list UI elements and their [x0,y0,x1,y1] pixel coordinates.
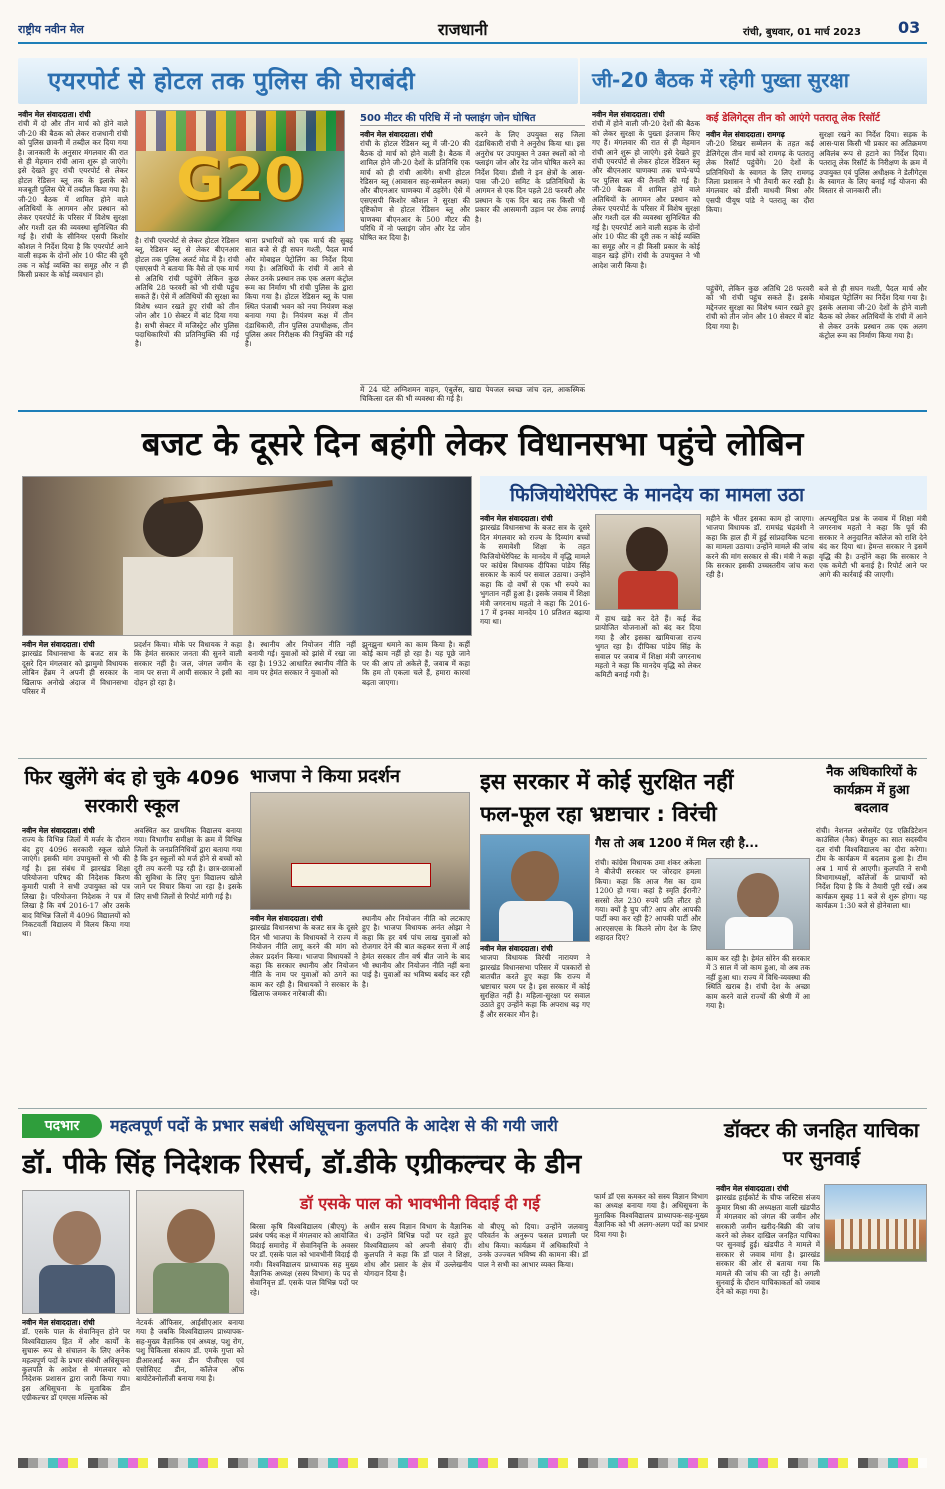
divider [18,1108,927,1109]
g20-right-text: रांची में होने वाली जी-20 देशों की बैठक को लेकर सुरक्षा के पुख्ता इंतजाम किए गए हैं। मंगलवार की रात से ही मेहमान रांची आने शुरू हो जाएंगे। इसे देखते हुए रांची एयरपोर्ट से लेकर होटल रेडिसन ब्लू और बीएनआर चाणक्या तक चप्पे-चप्पे पर पुलिस बल की तैनाती की गई है। जी-20 बैठक में शामिल होने वाले अतिथियों के आगमन और प्रस्थान को लेकर एयरपोर्ट के परिसर में विशेष सुरक्षा और गश्ती दल की व्यवस्था सुनिश्चित की गई है। एयरपोर्ट आने वाली सड़क के दोनों ओर 10 फीट की दूरी तक न कोई व्यक्ति का समूह और न ही किसी प्रकार के कोई वाहन खड़े होंगे। रांची के उपायुक्त ने भी आदेश जारी किया है। [592,119,700,270]
g20-right-byline: नवीन मेल संवाददाता। रांची [592,110,665,119]
high-court-photo [824,1184,927,1262]
lake-text-4: बजे से ही सघन गश्ती, पैदल मार्च और मोबाइल पेट्रोलिंग का निर्देश दिया गया है। इसके अलावा जी-20 देशों के होने वाली बैठक को लेकर अतिथियों के रांची में आने से लेकर उनके प्रस्थान तक एक अलग कंट्रोल रूम का निर्माण किया गया है। [819,284,927,341]
akela-photo [706,858,810,950]
schools-text-1: राज्य के विभिन्न जिलों में मर्जर के दौरान बंद हुए 4096 सरकारी स्कूल खोले जाएंगे। इसकी मांग उपायुक्तों से भी की गई है। इस संबंध में झारखंड शिक्षा परियोजना परिषद की निदेशक किरण कुमारी पासी ने सभी उपायुक्त को पत्र लिखा है। परियोजना निदेशक ने पत्र में लिखा है कि वर्ष 2016-17 और उसके बाद विभिन्न जिलों में 4096 विद्यालयों को निकटवर्ती विद्यालय में विलय किया गया था। [22,835,130,939]
physio-text-2: में हाथ खड़े कर देते हैं। कई केंद्र प्रायोजित योजनाओं को बंद कर दिया गया है और इसका खामियाजा राज्य भुगत रहा है। दीपिका पांडेय सिंह के सवाल पर जवाब में शिक्षा मंत्री जगरनाथ महतो ने कहा कि मानदेय वृद्धि को लेकर कमिटी बनाई गयी है। [595,614,701,680]
farewell-col-2 [364,1222,472,1448]
budget-text-4: झुनझुना थमाने का काम किया है। कहीं कोई काम नहीं हो रहा है। यह पूछे जाने पर की आप तो अकेले हैं, जवाब में कहा कि हम तो एकला चले हैं, हमारा कारवां बढ़ता जाएगा। [362,640,470,687]
bjp-headline: भाजपा ने किया प्रदर्शन [250,766,400,787]
farewell-text-2: अधीन सस्य विज्ञान विभाग के वैज्ञानिक थे। उन्होंने विभिन्न पदों पर रहते हुए विश्वविद्यालय को अपनी सेवाएं दीं। कुलपति ने कहा कि डॉ पाल ने शिक्षा, शोध और प्रसार के क्षेत्र में उल्लेखनीय योगदान दिया है। [364,1222,472,1279]
lobin-photo [22,476,472,636]
lake-text-3: पहुंचेंगे, लेकिन कुछ अतिथि 28 फरवरी को भी रांची पहुंच सकते हैं। इसके मद्देनजर सुरक्षा का विशेष ध्यान रखते हुए रांची को तीन जोन और 10 सेक्टर में बांट दिया गया है। [706,284,814,331]
g20-text-2: करने के लिए उपयुक्त सह जिला दंडाधिकारी रांची ने अनुरोध किया था। इस अनुरोध पर उपायुक्त ने उक्त स्थलों को नो फ्लाइंग जोन और रेड जोन घोषित करने का निर्देश दिया। डीसी ने इन क्षेत्रों के आस-पास जी-20 समिट के प्रतिनिधियों के आगमन से एक दिन पहले 28 फरवरी और प्रस्थान के एक दिन बाद तक किसी भी प्रकार की आसमानी उड़ान पर रोक लगाई है। [475,130,585,224]
doctor-headline: डॉक्टर की जनहित याचिका पर सुनवाई [724,1118,919,1170]
appointment-col-1 [22,1318,130,1448]
doctor-byline: नवीन मेल संवाददाता। रांची [716,1184,789,1193]
bjp-col-2 [362,914,470,1104]
appointment-col-6 [594,1192,708,1448]
g20-bottom-text: में 24 घंटे अग्निशमन वाहन, एंबुलेंस, खाद्य पेयजल स्वच्छ जांच दल, आकस्मिक चिकित्सा दल की भी व्यवस्था की गई है। [360,385,585,404]
airport-col-2 [135,236,239,400]
lake-text-1: जी-20 शिखर सम्मेलन के तहत कई डेलिगेट्स तीन मार्च को रामगढ़ के पतरातू लेक रिसॉर्ट पहुंचेंगे। 20 देशों के प्रतिनिधियों के स्वागत के लिए रामगढ़ जिला प्रशासन ने भी तैयारी कर रखी है। मंगलवार को डीसी माधवी मिश्रा और एसपी पीयूष पांडे ने पतरातू का दौरा किया। [706,139,814,215]
g20-subhead: 500 मीटर की परिधि में नो फ्लाइंग जोन घोषित [360,110,585,126]
virinchi-text-2: रांची। कांग्रेस विधायक उमा शंकर अकेला ने बीजेपी सरकार पर जोरदार हमला किया। कहा कि आज गैस का दाम 1200 हो गया। कहां है स्मृति ईरानी? सरसो तेल 230 रुपये प्रति लीटर हो गया। क्यों है चुप जी? आप और आपकी पार्टी क्या कर रही है? आपकी पार्टी और आरएसएस के कितने लोग देश के लिए शहादत दिए? [595,858,701,943]
physio-byline: नवीन मेल संवाददाता। रांची [480,514,553,523]
divider [18,410,927,412]
gas-headline: गैस तो अब 1200 में मिल रही है... [595,836,759,850]
airport-col-3 [245,236,353,400]
bjp-text-1: झारखंड विधानसभा के बजट सत्र के दूसरे दिन भी भाजपा के विधायकों ने राज्य में नियोजन नीति लागू करने की मांग को लेकर प्रदर्शन किया। भाजपा विधायकों ने कहा कि सरकार स्थानीय और नियोजन नीति के नाम पर युवाओं को ठगने का काम कर रही है। विधायकों ने सरकार के खिलाफ जमकर नारेबाजी की। [250,923,358,999]
virinchi-photo [480,834,590,942]
physio-text-1: झारखंड विधानसभा के बजट सत्र के दूसरे दिन मंगलवार को राज्य के दिव्यांग बच्चों के समावेशी शिक्षा के तहत फिजियोथेरेपिस्ट के मानदेय में वृद्धि मामले पर कांग्रेस विधायक दीपिका पांडेय सिंह सरकार के कार्य पर सवाल उठाया। उन्होंने कहा कि दो वर्षों से एक भी रुपये का भुगतान नहीं हुआ है। इसके जवाब में शिक्षा मंत्री जगरनाथ महतो ने कहा कि 2016-17 में इनका मानदेय 10 प्रतिशत बढ़ाया गया था। [480,523,590,627]
physio-col-3 [706,514,814,754]
physio-col-4 [819,514,927,754]
registration-bar [18,1458,927,1468]
naik-text: रांची। नेशनल असेसमेंट एंड एक्रिडिटेशन काउंसिल (नैक) बेंगलुरु का सात सदस्यीय दल रांची विश्वविद्यालय का दौरा करेगा। टीम के कार्यक्रम में बदलाव हुआ है। टीम अब 1 मार्च से आएगी। कुलपति ने सभी विभागाध्यक्षों, कॉलेजों के प्राचार्यों को निर्देश दिया है कि वे तैयारी पूरी रखें। अब कार्यक्रम सुबह 11 बजे से शुरू होगा। यह कार्यक्रम 1:30 बजे से होनेवाला था। [816,826,927,911]
doctor-text: झारखंड हाईकोर्ट के चीफ जस्टिस संजय कुमार मिश्रा की अध्यक्षता वाली खंडपीठ में मंगलवार को जंगल की जमीन और सरकारी जमीन खरीद-बिक्री की जांच करने को लेकर दाखिल जनहित याचिका पर सुनवाई हुई। खंडपीठ ने मामले में सरकार से जवाब मांगा है। झारखंड सरकार की ओर से बताया गया कि मामले की जांच की जा रही है। अगली सुनवाई के दौरान याचिकाकर्ता को जवाब देने को कहा गया है। [716,1193,820,1297]
naik-headline: नैक अधिकारियों के कार्यक्रम में हुआ बदलाव [826,765,917,816]
appointment-text-2: नेटवर्क ऑफिसर, आईसीएआर बनाया गया है जबकि विश्वविद्यालय प्राध्यापक-सह-मुख्य वैज्ञानिक एवं अध्यक्ष, पशु रोग, पशु चिकित्सा संकाय डॉ. एमके गुप्ता को डीआरआई कम डीन पीजीएस एवं एसोसिएट डीन, कॉलेज ऑफ बायोटेक्नोलॉजी बनाया गया है। [136,1318,244,1384]
g20-right-col [592,110,700,404]
g20-headline-band [580,58,927,104]
schools-col-2 [134,826,242,1102]
bjp-byline: नवीन मेल संवाददाता। रांची [250,914,323,923]
g20-headline: जी-20 बैठक में रहेगी पुख्ता सुरक्षा [592,68,849,92]
page-number: 03 [898,18,921,37]
dk-photo [136,1190,244,1314]
virinchi-col-1 [480,944,590,1104]
airport-headline: एयरपोर्ट से होटल तक पुलिस की घेराबंदी [48,67,416,95]
appointment-text-6: फार्म डॉ एस कमकर को सस्य विज्ञान विभाग का अध्यक्ष बनाया गया है। अधिसूचना के मुताबिक विश्वविद्यालय प्राध्यापक-सह-मुख्य वैज्ञानिक को भी अलग-अलग पदों का प्रभार दिया गया है। [594,1192,708,1239]
virinchi-headline: इस सरकार में कोई सुरक्षित नहीं [480,770,734,795]
schools-text-2: अवस्थित कर प्राथमिक विद्यालय बनाया गया। विभागीय समीक्षा के क्रम में विभिन्न जिलों के जनप्रतिनिधियों द्वारा बताया गया है कि इन स्कूलों को मर्ज होने से बच्चों को दूरी तय करनी पड़ रही है। छात्र-छात्राओं की सुविधा के लिए पुनः विद्यालय खोले जाने पर विचार किया जा रहा है। इसके लिए सभी जिलों से रिपोर्ट मांगी गई है। [134,826,242,901]
virinchi-text-1: भाजपा विधायक विरंची नारायण ने झारखंड विधानसभा परिसर में पत्रकारों से बातचीत करते हुए कहा कि राज्य में भ्रष्टाचार चरम पर है। इस सरकार में कोई सुरक्षित नहीं है। महिला-सुरक्षा पर सवाल उठाते हुए उन्होंने कहा कि अपराध बढ़ गए हैं और सरकार मौन है। [480,953,590,1019]
g20-byline: नवीन मेल संवाददाता। रांची [360,130,433,139]
budget-text-3: है। स्थानीय और नियोजन नीति नहीं बनायी गई। युवाओं को झांसे में रखा जा रहा है। 1932 आधारित स्थानीय नीति के नाम पर हेमंत सरकार ने युवाओं को [248,640,356,678]
schools-col-1 [22,826,130,1102]
appointment-headline-1: महत्वपूर्ण पदों के प्रभार सबंधी अधिसूचना कुलपति के आदेश से की गयी जारी [110,1116,558,1135]
airport-byline: नवीन मेल संवाददाता। रांची [18,110,91,119]
masthead-logo: राष्ट्रीय नवीन मेल [18,23,84,36]
bjp-photo [250,792,470,910]
virinchi-byline: नवीन मेल संवाददाता। रांची [480,944,553,953]
dipika-photo [595,514,701,610]
airport-headline-band [18,58,578,104]
budget-col-2 [134,640,242,750]
farewell-col-1 [250,1222,358,1448]
lake-headline: कई डेलिगेट्स तीन को आएंगे पतरातू लेक रिसॉर्ट [706,113,880,124]
budget-text-2: प्रदर्शन किया। मौके पर विधायक ने कहा कि हेमंत सरकार जनता की सुनने वाली सरकार नहीं है। जल, जंगल जमीन के नाम पर सत्ता में आयी सरकार ने इसी का दोहन हो रहा है। [134,640,242,687]
bjp-text-2: स्थानीय और नियोजन नीति को लटकाए हुए है। भाजपा विधायक अनंत ओझा ने कहा कि हर वर्ष पांच लाख युवाओं को रोजगार देने की बात कहकर सत्ता में आई हेमंत सरकार तीन वर्ष बीत जाने के बाद भी स्थानीय और नियोजन नीति नहीं बना पाई है। युवाओं का भविष्य बर्बाद कर रही है। [362,914,470,989]
budget-headline: बजट के दूसरे दिन बहंगी लेकर विधानसभा पहुंचे लोबिन [141,424,804,463]
physio-text-4: अल्पसूचित प्रश्न के जवाब में शिक्षा मंत्री जगरनाथ महतो ने कहा कि पूर्व की सरकार ने अनुदानित कॉलेज को राशि देने बंद कर दिया था। हेमन्त सरकार ने इसमें वृद्धि की है। उन्होंने कहा कि सरकार ने एक कमेटी भी बनाई है। रिपोर्ट आने पर आगे की कार्रवाई की जाएगी। [819,514,927,580]
schools-byline: नवीन मेल संवाददाता। रांची [22,826,95,835]
appointment-col-2 [136,1318,244,1448]
physio-headline: फिजियोथेरेपिस्ट के मानदेय का मामला उठा [510,484,805,506]
farewell-subhead: डॉ एसके पाल को भावभीनी विदाई दी गई [300,1194,540,1213]
farewell-text-1: बिरसा कृषि विश्वविद्यालय (बीएयू) के प्रबंध पर्षद कक्ष में मंगलवार को आयोजित विदाई समारोह में सेवानिवृत्ति के अवसर पर डॉ. एसके पाल को भावभीनी विदाई दी गयी। विश्वविद्यालय प्राध्यापक सह मुख्य वैज्ञानिक अध्यक्ष (सस्य विभाग) के पद से सेवानिवृत्त डॉ. एसके पाल विभिन्न पदों पर रहे। [250,1222,358,1297]
farewell-text-3: वो बीएयू को दिया। उन्होंने जलवायु परिवर्तन के अनुरूप फसल प्रणाली पर शोध किया। कार्यक्रम में अधिकारियों ने उनके उज्ज्वल भविष्य की कामना की। डॉ पाल ने सभी का आभार व्यक्त किया। [478,1222,588,1269]
farewell-col-3 [478,1222,588,1448]
doctor-col-1 [716,1184,820,1448]
budget-col-4 [362,640,470,750]
section-title: राजधानी [438,20,488,39]
lake-byline: नवीन मेल संवाददाता। रामगढ़ [706,130,785,139]
lake-col-3 [706,284,814,404]
lake-text-2: सुरक्षा रखने का निर्देश दिया। सड़क के आस-पास किसी भी प्रकार का अतिक्रमण अविलंब रूप से हटाने का निर्देश दिया। पतरातू लेक रिसॉर्ट के निरीक्षण के क्रम में उपायुक्त एवं पुलिस अधीक्षक ने डेलीगेट्स के स्वागत के लिए बनाई गई योजना की विस्तार से जानकारी ली। [819,130,927,196]
g20-text-1: रांची के होटल रेडिसन ब्लू में जी-20 की बैठक दो मार्च को होने वाली है। बैठक में शामिल होने जी-20 देशों के प्रतिनिधि एक मार्च को ही रांची आयेंगे। सभी होटल रेडिसन ब्लू (आवासन सह-सम्मेलन स्थल) और बीएनआर चाणक्या में ठहरेंगे। ऐसे में एसएसपी किशोर कौशल ने सुरक्षा की दृष्टिकोण से होटल रेडिसन ब्लू और चाणक्या बीएनआर के 500 मीटर की परिधि में नो फ्लाइंग जोन और रेड जोन घोषित कर दिया है। [360,139,470,243]
g20-logo-text: G20 [176,145,305,213]
masthead [18,16,927,44]
airport-text-3: थाना प्रभारियों को एक मार्च की सुबह सात बजे से ही सघन गश्ती, पैदल मार्च और मोबाइल पेट्रोलिंग का निर्देश दिया गया है। अतिथियों के रांची में आने से लेकर उनके प्रस्थान तक एक अलग कंट्रोल रूम का निर्माण भी रांची पुलिस के द्वारा किया गया है। होटल रेडिसन ब्लू के पास स्थित पंजाबी भवन को नया नियंत्रण कक्ष बनाया गया है। नियंत्रण कक्ष में तीन दंडाधिकारी, तीन पुलिस उपाधीक्षक, तीन पुलिस अवर निरीक्षक की नियुक्ति की गई है। [245,236,353,349]
budget-text-1: झारखंड विधानसभा के बजट सत्र के दूसरे दिन मंगलवार को झामुमो विधायक लोबिन हेंब्रम ने अपनी ही सरकार के खिलाफ अनोखे अंदाज में विधानसभा परिसर में [22,649,128,697]
virinchi-col-2 [595,858,701,1104]
appointment-tag: पदभार [22,1114,102,1138]
physio-text-3: महीने के भीतर इसका काम हो जाएगा। भाजपा विधायक डॉ. रामचंद्र चंद्रवंशी ने कहा कि हाल ही में हुई सांप्रदायिक घटना का मामला उठाया। उन्होंने मामले की जांच करने की मांग सरकार से की। मंत्री ने कहा कि सरकार इसकी उच्चस्तरीय जांच करा रही है। [706,514,814,580]
g20-col-1 [360,130,470,380]
budget-byline: नवीन मेल संवाददाता। रांची [22,640,95,649]
virinchi-text-3: काम कर रही है। हेमंत सोरेन की सरकार में 3 साल में जो काम हुआ, वो अब तक नहीं हुआ था। राज्य में विधि-व्यवस्था की स्थिति खराब है। रांची देश के अच्छा काम करने वाले राज्यों की श्रेणी में आ गया है। [706,954,810,1011]
physio-col-1 [480,514,590,754]
appointment-headline-2: डॉ. पीके सिंह निदेशक रिसर्च, डॉ.डीके एग्रीकल्चर के डीन [22,1149,582,1180]
dateline: रांची, बुधवार, 01 मार्च 2023 [743,27,861,38]
virinchi-subhead: फल-फूल रहा भ्रष्टाचार : विरंची [480,802,717,826]
airport-col-1 [18,110,128,400]
virinchi-col-3 [706,954,810,1104]
appointment-text-1: डॉ. एसके पाल के सेवानिवृत्त होने पर विश्वविद्यालय हित में और कार्यों के सुचारू रूप से संचालन के लिए अनेक महत्वपूर्ण पदों के प्रभार संबंधी अधिसूचना कुलपति के आदेश से मंगलवार को निदेशक प्रशासन द्वारा जारी किया गया। इस अधिसूचना के मुताबिक डीन एग्रीकल्चर डॉ एमएस मल्लिक को [22,1327,130,1403]
g20-photo [135,110,345,232]
g20-col-2 [475,130,585,380]
appointment-byline: नवीन मेल संवाददाता। रांची [22,1318,95,1327]
lake-col-2 [819,130,927,280]
physio-col-2 [595,614,701,754]
lake-col-4 [819,284,927,404]
airport-text-2: है। रांची एयरपोर्ट से लेकर होटल रेडिसन ब्लू, रेडिसन ब्लू से लेकर बीएनआर होटल तक पुलिस अलर्ट मोड में है। रांची एसएसपी ने बताया कि वैसे तो एक मार्च से अतिथि रांची पहुंचेंगे लेकिन कुछ अतिथि 28 फरवरी को भी रांची पहुंच सकते हैं। ऐसे में अतिथियों की सुरक्षा का विशेष ध्यान रखते हुए रांची को तीन जोन और 10 सेक्टर में बांट दिया गया है। सभी सेक्टर में मजिस्ट्रेट और पुलिस पदाधिकारियों की प्रतिनियुक्ति की गई है। [135,236,239,349]
airport-text-1: रांची में दो और तीन मार्च को होने वाले जी-20 की बैठक को लेकर राजधानी रांची को पुलिस छावनी में तब्दील कर दिया गया है। जानकारी के अनुसार मंगलवार की रात से ही मेहमान रांची आना शुरू हो जाएंगे। इसे देखते हुए रांची एयरपोर्ट से लेकर होटल रेडिसन ब्लू तक के इलाके को मजबूती पुलिस घेरे में तब्दील किया गया है। जी-20 बैठक में शामिल होने वाले अतिथियों के आगमन और प्रस्थान को लेकर एयरपोर्ट के परिसर में विशेष सुरक्षा और गश्ती दल की व्यवस्था सुनिश्चित की गई है। रांची के सीनियर एसपी किशोर कौशल ने निर्देश दिया है कि एयरपोर्ट आने वाली सड़क के दोनों ओर 10 फीट की दूरी तक न कोई व्यक्ति का समूह और न ही किसी प्रकार के कोई व्यवधान हो। [18,119,128,279]
pk-singh-photo [22,1190,130,1314]
schools-headline: फिर खुलेंगे बंद हो चुके 4096 सरकारी स्कूल [24,767,240,817]
budget-col-1 [22,640,128,750]
bjp-col-1 [250,914,358,1104]
physio-headline-band [480,476,927,510]
budget-col-3 [248,640,356,750]
naik-col [816,826,927,1104]
lake-col-1 [706,130,814,280]
divider [18,758,927,759]
g20-bottom [360,384,585,404]
